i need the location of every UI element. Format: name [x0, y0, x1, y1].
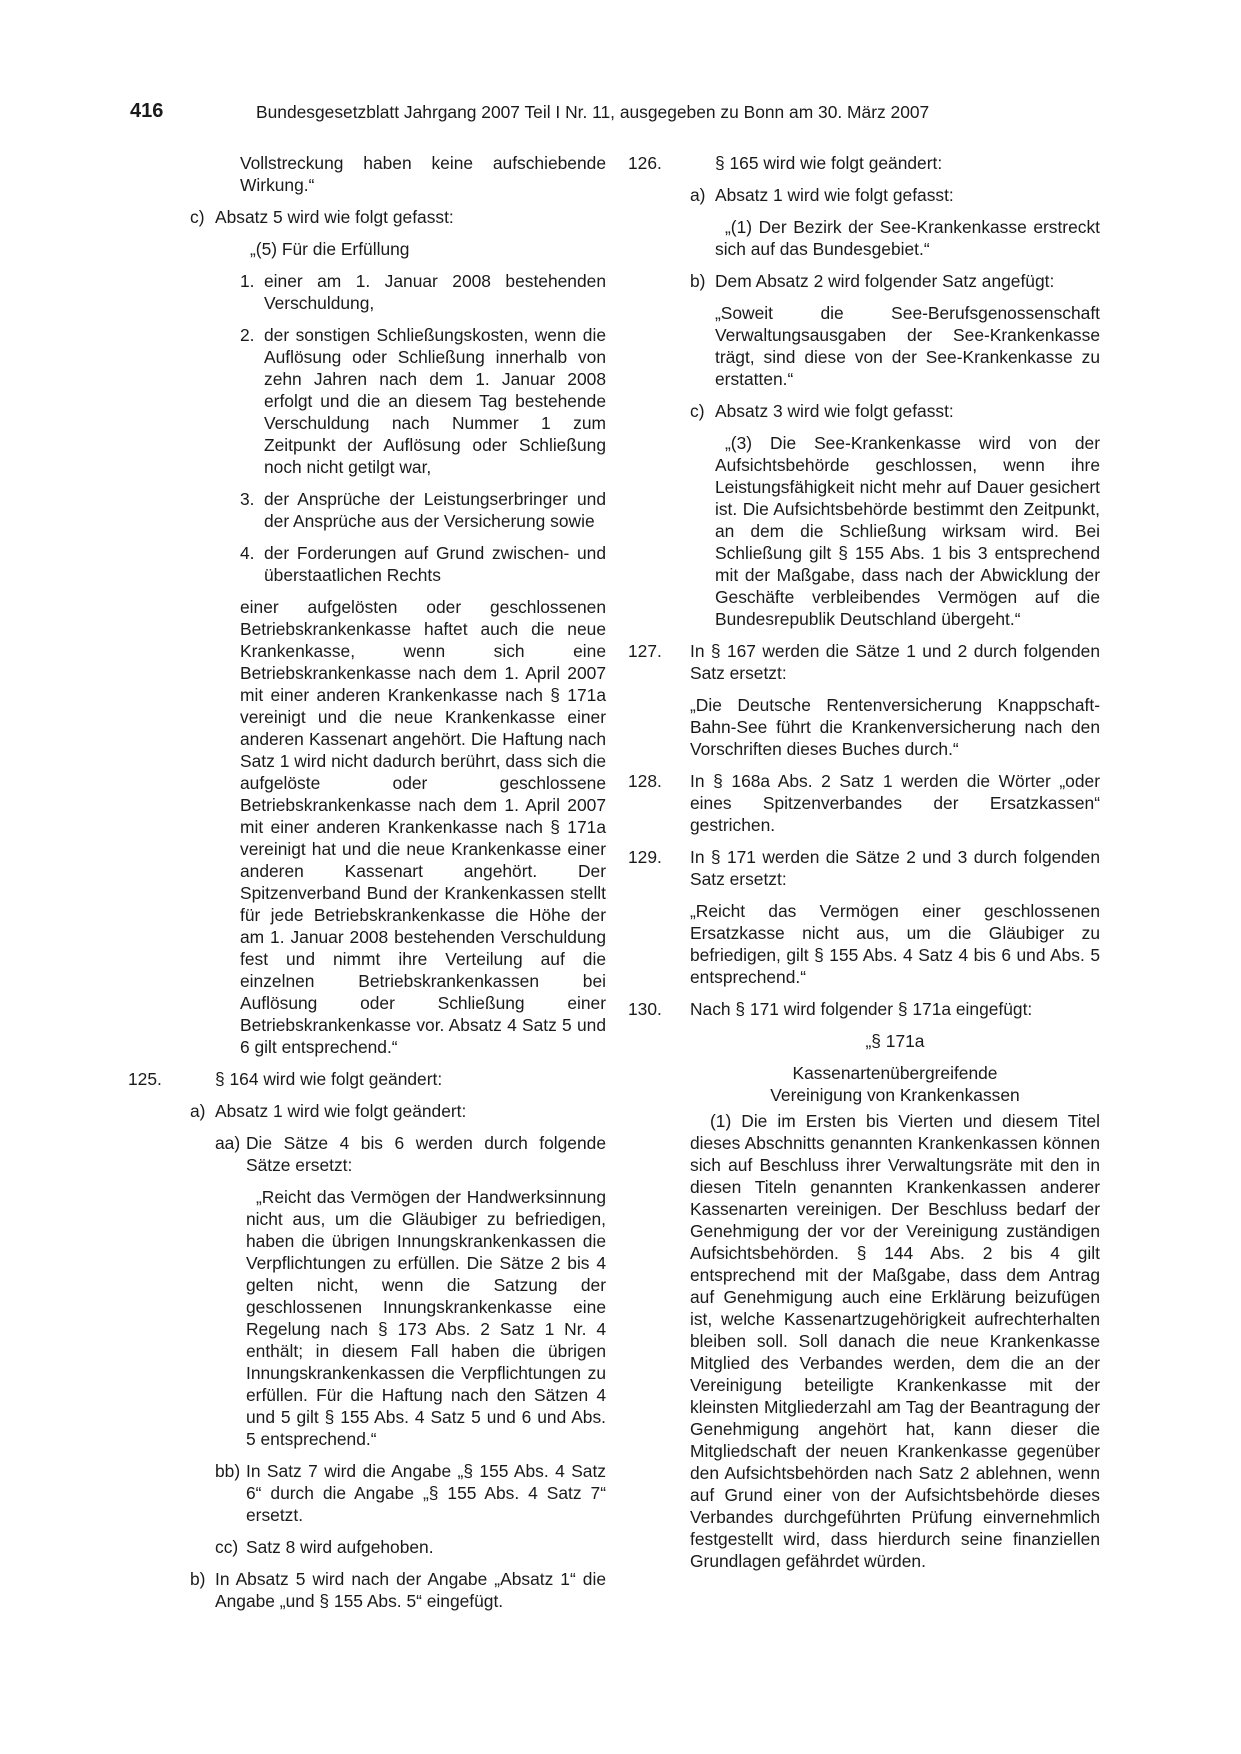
amendment-130: [628, 998, 1100, 1020]
section-title: „§ 171a: [865, 1031, 925, 1051]
quoted-paragraph: „(1) Der Bezirk der See-Krankenkasse erstreckt sich auf das Bundesgebiet.“: [715, 217, 1100, 259]
amendment-text: § 165 wird wie folgt geändert:: [715, 153, 943, 173]
list-item-1: [128, 270, 606, 314]
list-label: 3.: [240, 489, 255, 509]
item-b: [628, 270, 1100, 292]
amendment-number: 129.: [628, 847, 662, 867]
amendment-126: [628, 152, 1100, 174]
item-label: cc): [215, 1537, 239, 1557]
item-text: Absatz 1 wird wie folgt gefasst:: [715, 185, 954, 205]
list-item-2: [128, 324, 606, 478]
item-text: Satz 8 wird aufgehoben.: [246, 1537, 434, 1557]
item-c: [628, 400, 1100, 422]
amendment-text: Nach § 171 wird folgender § 171a eingefügt:: [690, 999, 1033, 1019]
list-item-4: [128, 542, 606, 586]
item-text: Dem Absatz 2 wird folgender Satz angefügt:: [715, 271, 1055, 291]
quoted-paragraph: „(3) Die See-Krankenkasse wird von der Aufsichtsbehörde geschlossen, wenn ihre Leistungsfähigkeit nicht mehr auf Dauer gesichert ist. Die Aufsichtsbehörde bestimmt den Zeitpunkt, an dem die Schließung wirksam wird. Bei Schließung gilt § 155 Abs. 1 bis 3 entsprechend mit der Maßgabe, dass nach der Abwicklung der Geschäfte verbleibendes Vermögen auf die Bundesrepublik Deutschland übergeht.“: [715, 433, 1100, 629]
item-bb: [128, 1460, 606, 1526]
quoted-paragraph: „Reicht das Vermögen der Handwerksinnung nicht aus, um die Gläubiger zu befriedigen, haben die übrigen Innungskrankenkassen die Verpflichtungen zu erfüllen. Die Sätze 2 bis 4 gelten nicht, wenn die Satzung der geschlossenen Innungskrankenkasse eine Regelung nach § 173 Abs. 2 Satz 1 Nr. 4 enthält; in diesem Fall haben die übrigen Innungskrankenkassen die Verpflichtungen zu erfüllen. Für die Haftung nach den Sätzen 4 und 5 gilt § 155 Abs. 4 Satz 5 und 6 und Abs. 5 entsprechend.“: [246, 1187, 606, 1449]
left-column: [128, 152, 606, 1622]
item-label: bb): [215, 1461, 241, 1481]
continued-text: Vollstreckung haben keine aufschiebende Wirkung.“: [240, 153, 606, 195]
item-text: Absatz 3 wird wie folgt gefasst:: [715, 401, 954, 421]
amendment-text: § 164 wird wie folgt geändert:: [215, 1069, 443, 1089]
list-text: einer am 1. Januar 2008 bestehenden Verschuldung,: [264, 271, 606, 313]
list-label: 2.: [240, 325, 255, 345]
right-column: [628, 152, 1100, 1582]
item-a: [628, 184, 1100, 206]
amendment-129: [628, 846, 1100, 890]
amendment-127: [628, 640, 1100, 684]
closing-paragraph: einer aufgelösten oder geschlossenen Betriebskrankenkasse haftet auch die neue Krankenkasse, wenn sich eine Betriebskrankenkasse nach dem 1. April 2007 mit einer anderen Krankenkasse nach § 171a vereinigt und die neue Krankenkasse einer anderen Kassenart angehört. Die Haftung nach Satz 1 wird nicht dadurch berührt, dass sich die aufgelöste oder geschlossene Betriebskrankenkasse nach dem 1. April 2007 mit einer anderen Krankenkasse nach § 171a vereinigt hat und die neue Krankenkasse einer anderen Kassenart angehört. Der Spitzenverband Bund der Krankenkassen stellt für jede Betriebskrankenkasse die Höhe der am 1. Januar 2008 bestehenden Verschuldung fest und nimmt ihre Verteilung auf die einzelnen Betriebskrankenkassen bei Auflösung oder Schließung einer Betriebskrankenkasse vor. Absatz 4 Satz 5 und 6 gilt entsprechend.“: [240, 597, 606, 1057]
item-text: In Absatz 5 wird nach der Angabe „Absatz 1“ die Angabe „und § 155 Abs. 5“ eingefügt.: [215, 1569, 606, 1611]
amendment-text: In § 168a Abs. 2 Satz 1 werden die Wörter „oder eines Spitzenverbandes der Ersatzkassen“ gestrichen.: [690, 771, 1100, 835]
item-label: aa): [215, 1133, 241, 1153]
page-number: 416: [130, 100, 164, 122]
list-label: 1.: [240, 271, 255, 291]
amendment-125: [128, 1068, 606, 1090]
amendment-number: 127.: [628, 641, 662, 661]
item-text: Absatz 5 wird wie folgt gefasst:: [215, 207, 454, 227]
item-label: a): [690, 185, 706, 205]
list-text: der Forderungen auf Grund zwischen- und überstaatlichen Rechts: [264, 543, 606, 585]
list-item-3: [128, 488, 606, 532]
item-aa: [128, 1132, 606, 1176]
section-paragraph: (1) Die im Ersten bis Vierten und diesem Titel dieses Abschnitts genannten Krankenkassen können sich auf Beschluss ihrer Verwaltungsräte mit den in diesen Titeln genannten Krankenkassen anderer Kassenarten vereinigen. Der Beschluss bedarf der Genehmigung der vor der Vereinigung zuständigen Aufsichtsbehörden. § 144 Abs. 2 bis 4 gilt entsprechend mit der Maßgabe, dass dem Antrag auf Genehmigung auch eine Erklärung beizufügen ist, welche Kassenartzugehörigkeit aufrechterhalten bleiben soll. Soll danach die neue Krankenkasse Mitglied des Verbandes werden, dem die an der Vereinigung beteiligte Krankenkasse mit der kleinsten Mitgliederzahl am Tag der Beantragung der Genehmigung angehört hat, kann dieser die Mitgliedschaft der neuen Krankenkasse gegenüber den Aufsichtsbehörden nach Satz 2 ablehnen, wenn auf Grund einer von der Aufsichtsbehörde dieses Verbandes durchgeführten Prüfung einvernehmlich festgestellt wird, dass hierdurch seine finanziellen Grundlagen gefährdet würden.: [690, 1111, 1100, 1571]
item-label: a): [190, 1101, 206, 1121]
quoted-paragraph: „Reicht das Vermögen einer geschlossenen Ersatzkasse nicht aus, um die Gläubiger zu befriedigen, gilt § 155 Abs. 4 Satz 4 bis 6 und Abs. 5 entsprechend.“: [690, 901, 1100, 987]
item-label: c): [690, 401, 705, 421]
item-text: Die Sätze 4 bis 6 werden durch folgende Sätze ersetzt:: [246, 1133, 606, 1175]
list-text: der sonstigen Schließungskosten, wenn die Auflösung oder Schließung innerhalb von zehn Jahren nach dem 1. Januar 2008 erfolgt und die an diesem Tag bestehende Verschuldung nach Nummer 1 zum Zeitpunkt der Auflösung oder Schließung noch nicht getilgt war,: [264, 325, 606, 477]
section-heading-line-1: Kassenartenübergreifende: [792, 1063, 998, 1083]
quoted-paragraph: „Die Deutsche Rentenversicherung Knappschaft-Bahn-See führt die Krankenversicherung nach den Vorschriften dieses Buches durch.“: [690, 695, 1100, 759]
item-b: [128, 1568, 606, 1612]
item-label: c): [190, 207, 205, 227]
amendment-text: In § 171 werden die Sätze 2 und 3 durch folgenden Satz ersetzt:: [690, 847, 1100, 889]
quoted-paragraph: „Soweit die See-Berufsgenossenschaft Verwaltungsausgaben der See-Krankenkasse trägt, sind diese von der See-Krankenkasse zu erstatten.“: [715, 303, 1100, 389]
list-text: der Ansprüche der Leistungserbringer und der Ansprüche aus der Versicherung sowie: [264, 489, 606, 531]
item-text: Absatz 1 wird wie folgt geändert:: [215, 1101, 467, 1121]
list-label: 4.: [240, 543, 255, 563]
amendment-128: [628, 770, 1100, 836]
running-header: Bundesgesetzblatt Jahrgang 2007 Teil I Nr. 11, ausgegeben zu Bonn am 30. März 2007: [256, 102, 930, 122]
item-label: b): [190, 1569, 206, 1589]
item-a: [128, 1100, 606, 1122]
item-text: In Satz 7 wird die Angabe „§ 155 Abs. 4 Satz 6“ durch die Angabe „§ 155 Abs. 4 Satz 7“ ersetzt.: [246, 1461, 606, 1525]
quoted-paragraph: „(5) Für die Erfüllung: [250, 239, 410, 259]
amendment-number: 130.: [628, 999, 662, 1019]
amendment-number: 126.: [628, 153, 662, 173]
amendment-number: 128.: [628, 771, 662, 791]
item-label: b): [690, 271, 706, 291]
item-c: [128, 206, 606, 228]
item-cc: [128, 1536, 606, 1558]
amendment-text: In § 167 werden die Sätze 1 und 2 durch folgenden Satz ersetzt:: [690, 641, 1100, 683]
section-heading-line-2: Vereinigung von Krankenkassen: [770, 1085, 1020, 1105]
amendment-number: 125.: [128, 1069, 162, 1089]
